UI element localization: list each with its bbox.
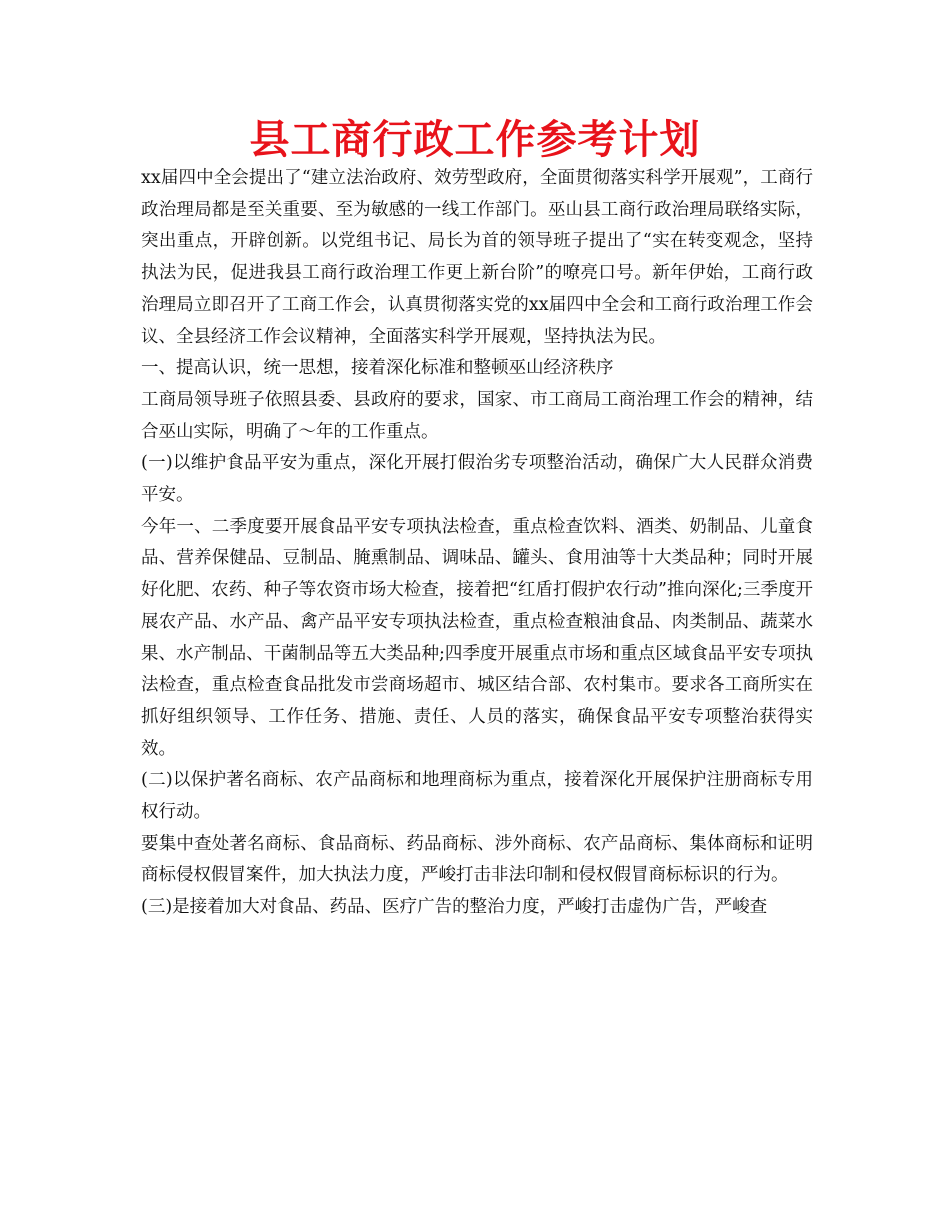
- paragraph-food-safety: 今年一、二季度要开展食品平安专项执法检查，重点检查饮料、酒类、奶制品、儿童食品、营养保健品、豆制品、腌熏制品、调味品、罐头、食用油等十大类品种；同时开展好化肥、农药、种子等农资市场大检查，接着把“红盾打假护农行动”推向深化;三季度开展农产品、水产品、禽产品平安专项执法检查，重点检查粮油食品、肉类制品、蔬菜水果、水产制品、干菌制品等五大类品种;四季度开展重点市场和重点区域食品平安专项执法检查，重点检查食品批发市尝商场超市、城区结合部、农村集市。要求各工商所实在抓好组织领导、工作任务、措施、责任、人员的落实，确保食品平安专项整治获得实效。: [141, 516, 813, 759]
- document-body: [141, 163, 813, 924]
- item-heading-1: (一)以维护食品平安为重点，深化开展打假治劣专项整治活动，确保广大人民群众消费平安。: [141, 453, 813, 506]
- paragraph-leadership: 工商局领导班子依照县委、县政府的要求，国家、市工商局工商治理工作会的精神，结合巫山实际，明确了～年的工作重点。: [141, 389, 813, 442]
- paragraph-intro: xx届四中全会提出了“建立法治政府、效劳型政府，全面贯彻落实科学开展观”，工商行政治理局都是至关重要、至为敏感的一线工作部门。巫山县工商行政治理局联络实际，突出重点，开辟创新。以党组书记、局长为首的领导班子提出了“实在转变观念，坚持执法为民，促进我县工商行政治理工作更上新台阶”的嘹亮口号。新年伊始，工商行政治理局立即召开了工商工作会，认真贯彻落实党的xx届四中全会和工商行政治理工作会议、全县经济工作会议精神，全面落实科学开展观，坚持执法为民。: [141, 168, 813, 347]
- section-heading-1: 一、提高认识，统一思想，接着深化标准和整顿巫山经济秩序: [141, 358, 614, 379]
- document-title: 县工商行政工作参考计划: [249, 117, 701, 163]
- item-heading-3: (三)是接着加大对食品、药品、医疗广告的整治力度，严峻打击虚伪广告，严峻查: [141, 897, 768, 918]
- paragraph-trademark: 要集中查处著名商标、食品商标、药品商标、涉外商标、农产品商标、集体商标和证明商标侵权假冒案件，加大执法力度，严峻打击非法印制和侵权假冒商标标识的行为。: [141, 833, 813, 886]
- item-heading-2: (二)以保护著名商标、农产品商标和地理商标为重点，接着深化开展保护注册商标专用权行动。: [141, 770, 813, 823]
